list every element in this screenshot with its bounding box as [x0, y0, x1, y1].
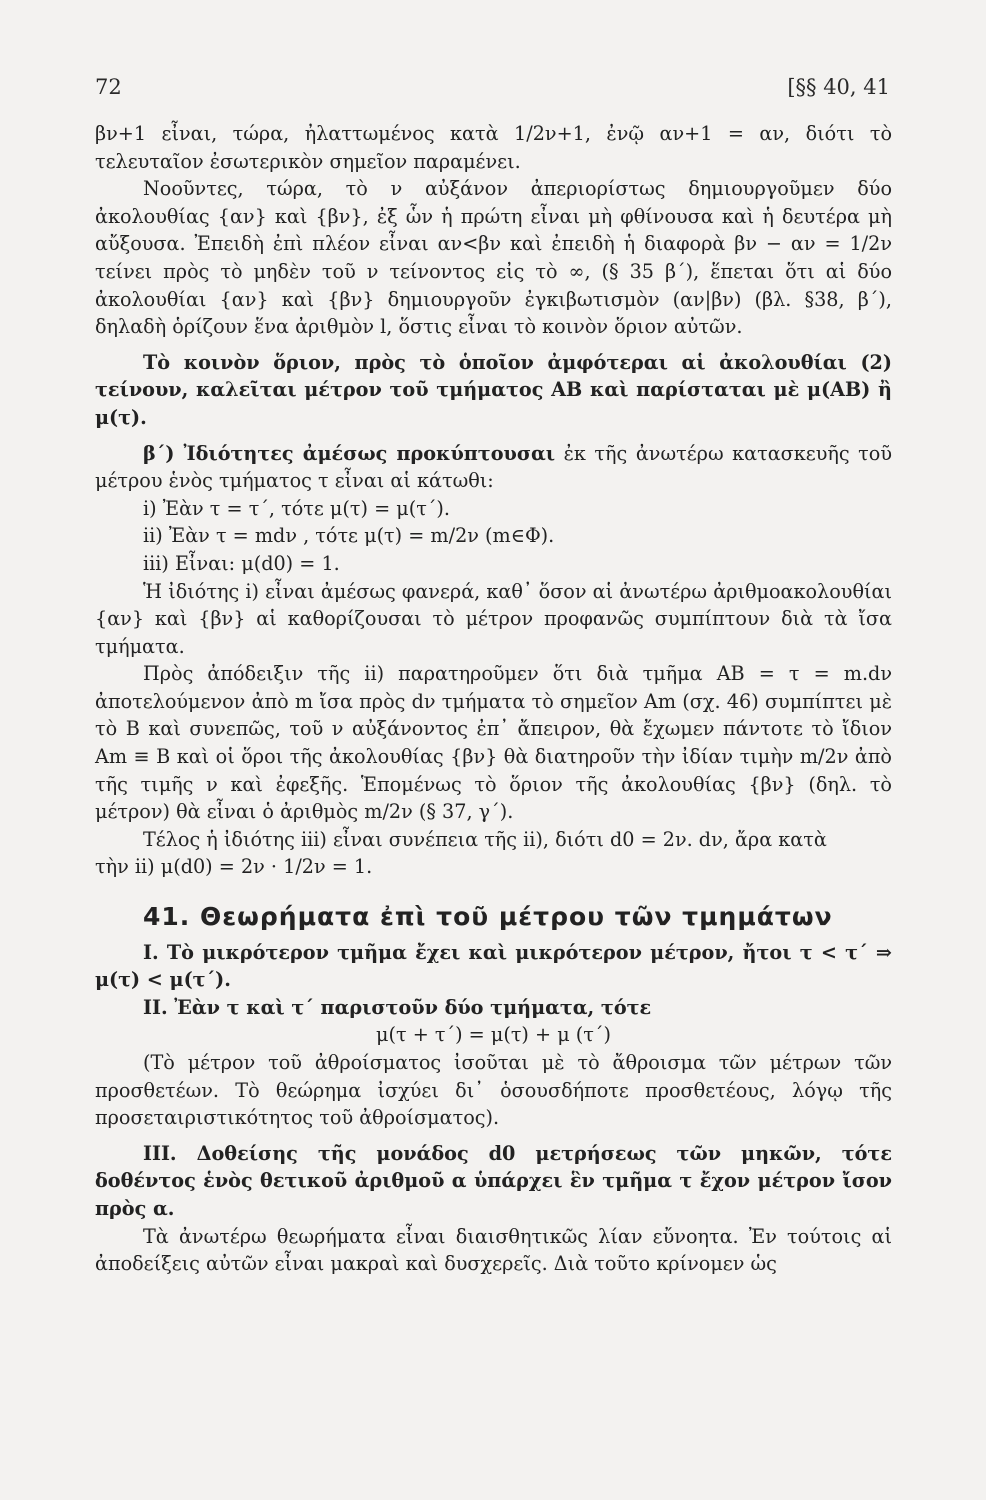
paragraph-property-iii: Τέλος ἡ ἰδιότης iii) εἶναι συνέπεια τῆς ii), διότι d0 = 2ν. dν, ἄρα κατὰ — [143, 827, 827, 851]
properties-intro — [95, 440, 892, 495]
property-i: i) Ἐὰν τ = τ΄, τότε μ(τ) = μ(τ΄). — [143, 496, 451, 520]
paragraph-property-i: Ἡ ἰδιότης i) εἶναι ἀμέσως φανερά, καθ᾽ ὅσον αἱ ἀνωτέρω ἀριθμοακολουθίαι {αν} καὶ {βν} αἱ καθορίζουσαι τὸ μέτρον προφανῶς συμπίπτουν διὰ τὰ ἴσα τμήματα. — [95, 579, 892, 658]
theorem-2-formula: μ(τ + τ΄) = μ(τ) + μ (τ΄) — [376, 1023, 611, 1047]
paragraph-property-ii: Πρὸς ἀπόδειξιν τῆς ii) παρατηροῦμεν ὅτι διὰ τμῆμα ΑΒ = τ = m.dν ἀποτελούμενον ἀπὸ m ἴσα πρὸς dν τμήματα τὸ σημεῖον Am (σχ. 46) συμπίπτει μὲ τὸ Β καὶ συνεπῶς, τοῦ ν αὐξάνοντος ἐπ᾽ ἄπειρον, θὰ ἔχωμεν πάντοτε τὸ ἴδιον Am ≡ Β καὶ οἱ ὅροι τῆς ἀκολουθίας {βν} θὰ διατηροῦν τὴν ἰδίαν τιμὴν m/2ν ἀπὸ τῆς τιμῆς ν καὶ ἐφεξῆς. Ἑπομένως τὸ ὅριον τῆς ἀκολουθίας {βν} (δηλ. τὸ μέτρον) θὰ εἶναι ὁ ἀριθμὸς m/2ν (§ 37, γ΄). — [95, 662, 892, 824]
closing-paragraph: Τὰ ἀνωτέρω θεωρήματα εἶναι διαισθητικῶς λίαν εὔνοητα. Ἐν τούτοις αἱ ἀποδείξεις αὐτῶν εἶναι μακραὶ καὶ δυσχερεῖς. Διὰ τοῦτο κρίνομεν ὡς — [95, 1224, 892, 1276]
property-iii: iii) Εἶναι: μ(d0) = 1. — [143, 551, 340, 575]
page-header — [95, 75, 890, 105]
section-reference: [§§ 40, 41 — [787, 75, 890, 99]
theorem-3: III. Δοθείσης τῆς μονάδος d0 μετρήσεως τῶν μηκῶν, τότε δοθέντος ἑνὸς θετικοῦ ἀριθμοῦ α ὑπάρχει ἓν τμῆμα τ ἔχον μέτρον ἴσον πρὸς α. — [95, 1141, 892, 1220]
formula-property-iii: τὴν ii) μ(d0) = 2ν · 1/2ν = 1. — [95, 855, 373, 879]
section-41-heading: 41. Θεωρήματα ἐπὶ τοῦ μέτρου τῶν τμημάτων — [143, 902, 833, 932]
page-body — [95, 120, 892, 1278]
theorem-2-note: (Τὸ μέτρον τοῦ ἀθροίσματος ἰσοῦται μὲ τὸ ἄθροισμα τῶν μέτρων τῶν προσθετέων. Τὸ θεώρημα ἰσχύει δι᾽ ὁσουσδήποτε προσθετέους, λόγῳ τῆς προσεταιριστικότητος τοῦ ἀθροίσματος). — [95, 1051, 892, 1130]
properties-heading: β΄) Ἰδιότητες ἀμέσως προκύπτουσαι — [143, 441, 556, 465]
theorem-1: I. Τὸ μικρότερον τμῆμα ἔχει καὶ μικρότερον μέτρον, ἤτοι τ < τ΄ ⇒ μ(τ) < μ(τ΄). — [95, 940, 892, 992]
theorem-2: II. Ἐὰν τ καὶ τ΄ παριστοῦν δύο τμήματα, τότε — [143, 995, 652, 1019]
page-number: 72 — [95, 75, 122, 99]
paragraph-1: βν+1 εἶναι, τώρα, ἠλαττωμένος κατὰ 1/2ν+1, ἐνῷ αν+1 = αν, διότι τὸ τελευταῖον ἐσωτερικὸν σημεῖον παραμένει. — [95, 122, 892, 173]
paragraph-2: Νοοῦντες, τώρα, τὸ ν αὐξάνον ἀπεριορίστως δημιουργοῦμεν δύο ἀκολουθίας {αν} καὶ {βν}, ἐξ ὧν ἡ πρώτη εἶναι μὴ φθίνουσα καὶ ἡ δευτέρα μὴ αὔξουσα. Ἐπειδὴ ἐπὶ πλέον εἶναι αν<βν καὶ ἐπειδὴ ἡ διαφορὰ βν − αν = 1/2ν τείνει πρὸς τὸ μηδὲν τοῦ ν τείνοντος εἰς τὸ ∞, (§ 35 β΄), ἕπεται ὅτι αἱ δύο ἀκολουθίαι {αν} καὶ {βν} δημιουργοῦν ἐγκιβωτισμὸν (αν|βν) (βλ. §38, β΄), δηλαδὴ ὁρίζουν ἕνα ἀριθμὸν l, ὅστις εἶναι τὸ κοινὸν ὅριον αὐτῶν. — [95, 177, 892, 339]
property-ii: ii) Ἐὰν τ = mdν , τότε μ(τ) = m/2ν (m∈Φ). — [143, 524, 555, 548]
definition-measure: Τὸ κοινὸν ὅριον, πρὸς τὸ ὁποῖον ἀμφότεραι αἱ ἀκολουθίαι (2) τείνουν, καλεῖται μέτρον τοῦ τμήματος ΑΒ καὶ παρίσταται μὲ μ(ΑΒ) ἢ μ(τ). — [95, 350, 892, 429]
properties-intro-text: ἐκ τῆς ἀνωτέρω κατασκευῆς τοῦ μέτρου ἑνὸς τμήματος τ εἶναι αἱ κάτωθι: — [95, 441, 892, 493]
